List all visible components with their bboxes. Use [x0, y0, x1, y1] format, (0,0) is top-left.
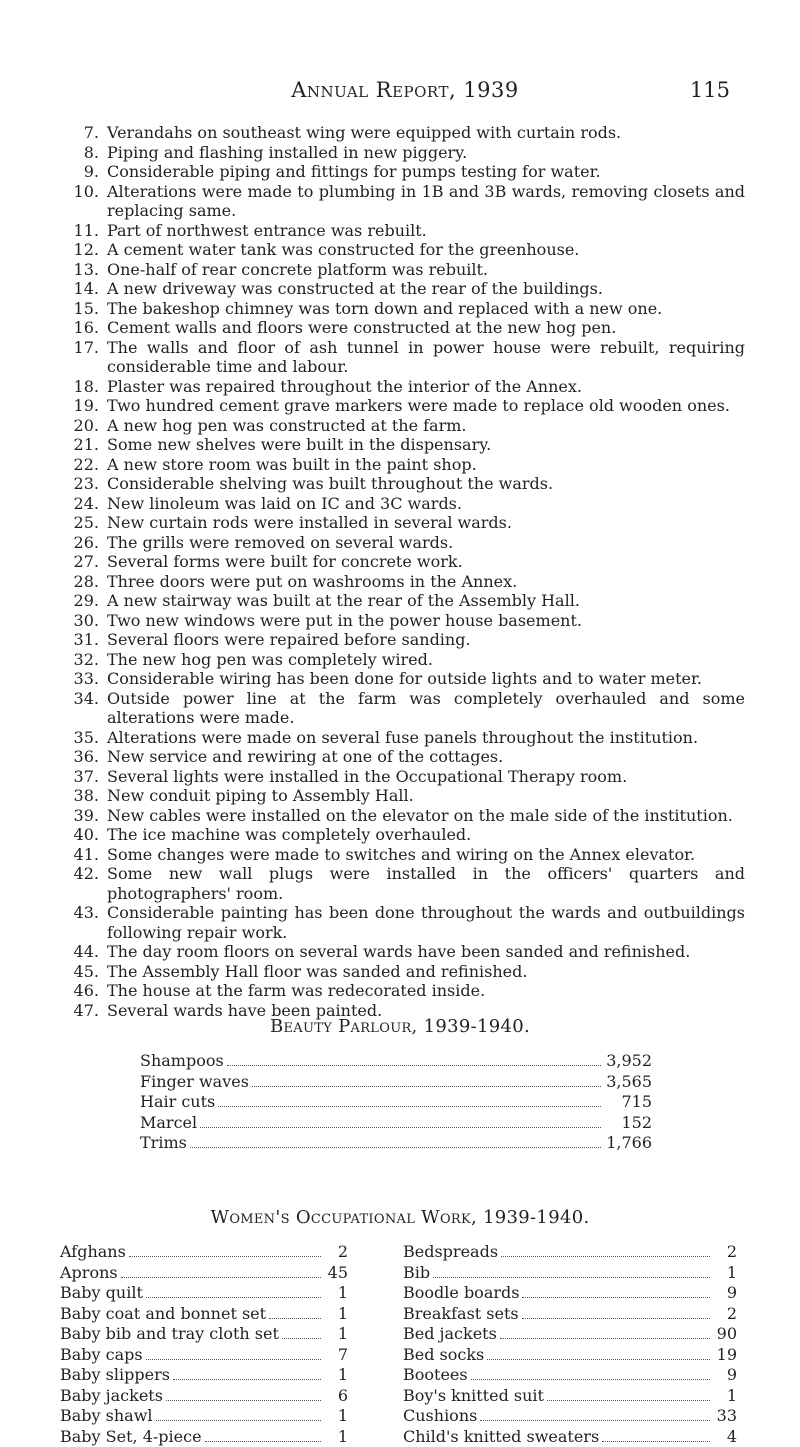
item-text: The bakeshop chimney was torn down and replaced with a new one.	[107, 299, 745, 319]
row-value: 1	[713, 1263, 737, 1284]
item-text: The day room floors on several wards have been sanded and refinished.	[107, 942, 745, 962]
work-item	[55, 162, 745, 182]
item-number: 47.	[55, 1001, 107, 1021]
table-row	[60, 1365, 348, 1386]
item-number: 9.	[55, 162, 107, 182]
table-row	[403, 1406, 737, 1427]
row-value: 4	[713, 1427, 737, 1447]
table-row	[60, 1427, 348, 1447]
row-value: 19	[713, 1345, 737, 1366]
table-row	[140, 1072, 652, 1093]
item-text: Considerable shelving was built throughout the wards.	[107, 474, 745, 494]
table-row	[140, 1051, 652, 1072]
row-value: 152	[604, 1113, 652, 1134]
dot-leader	[156, 1419, 321, 1421]
item-text: Some changes were made to switches and wiring on the Annex elevator.	[107, 845, 745, 865]
row-label: Bed socks	[403, 1345, 484, 1366]
work-item	[55, 474, 745, 494]
row-label: Bootees	[403, 1365, 468, 1386]
row-label: Bed jackets	[403, 1324, 497, 1345]
work-item	[55, 728, 745, 748]
row-label: Boodle boards	[403, 1283, 519, 1304]
item-text: The Assembly Hall floor was sanded and refinished.	[107, 962, 745, 982]
table-row	[60, 1406, 348, 1427]
row-label: Aprons	[60, 1263, 118, 1284]
work-item	[55, 903, 745, 942]
item-number: 8.	[55, 143, 107, 163]
work-item	[55, 747, 745, 767]
item-text: Three doors were put on washrooms in the Annex.	[107, 572, 745, 592]
row-value: 1	[324, 1283, 348, 1304]
dot-leader	[252, 1085, 601, 1087]
work-item	[55, 591, 745, 611]
dot-leader	[500, 1337, 710, 1339]
item-number: 19.	[55, 396, 107, 416]
dot-leader	[480, 1419, 710, 1421]
page-number: 115	[690, 78, 730, 102]
item-text: Alterations were made to plumbing in 1B and 3B wards, removing closets and replacing same.	[107, 182, 745, 221]
table-row	[140, 1113, 652, 1134]
item-text: A new store room was built in the paint shop.	[107, 455, 745, 475]
dot-leader	[146, 1358, 321, 1360]
item-text: Outside power line at the farm was completely overhauled and some alterations were made.	[107, 689, 745, 728]
row-value: 715	[604, 1092, 652, 1113]
row-value: 45	[324, 1263, 348, 1284]
work-item	[55, 143, 745, 163]
occupational-work-right-column	[403, 1242, 737, 1447]
row-label: Baby shawl	[60, 1406, 153, 1427]
dot-leader	[218, 1105, 601, 1107]
work-item	[55, 864, 745, 903]
table-row	[60, 1283, 348, 1304]
row-label: Baby quilt	[60, 1283, 143, 1304]
dot-leader	[471, 1378, 710, 1380]
work-item	[55, 377, 745, 397]
item-text: Piping and flashing installed in new piggery.	[107, 143, 745, 163]
dot-leader	[129, 1255, 321, 1257]
running-title: Annual Report, 1939	[80, 78, 730, 102]
table-row	[403, 1324, 737, 1345]
dot-leader	[602, 1440, 710, 1442]
dot-leader	[166, 1399, 321, 1401]
work-item	[55, 689, 745, 728]
item-text: Several floors were repaired before sanding.	[107, 630, 745, 650]
row-label: Baby slippers	[60, 1365, 170, 1386]
occupational-work-left-column	[60, 1242, 348, 1447]
dot-leader	[121, 1276, 321, 1278]
work-item	[55, 650, 745, 670]
dot-leader	[487, 1358, 710, 1360]
row-label: Afghans	[60, 1242, 126, 1263]
work-item	[55, 611, 745, 631]
row-label: Cushions	[403, 1406, 477, 1427]
table-row	[403, 1386, 737, 1407]
work-item	[55, 845, 745, 865]
table-row	[403, 1263, 737, 1284]
table-row	[403, 1283, 737, 1304]
work-item	[55, 123, 745, 143]
item-text: Plaster was repaired throughout the interior of the Annex.	[107, 377, 745, 397]
work-item	[55, 182, 745, 221]
row-label: Shampoos	[140, 1051, 224, 1072]
occupational-work-title: Women's Occupational Work, 1939-1940.	[0, 1207, 800, 1228]
row-label: Trims	[140, 1133, 187, 1154]
row-label: Baby jackets	[60, 1386, 163, 1407]
work-items-list	[55, 123, 745, 1020]
item-number: 41.	[55, 845, 107, 865]
table-row	[60, 1242, 348, 1263]
item-text: New cables were installed on the elevator on the male side of the institution.	[107, 806, 745, 826]
row-value: 1,766	[604, 1133, 652, 1154]
item-number: 16.	[55, 318, 107, 338]
row-value: 1	[324, 1427, 348, 1447]
work-item	[55, 435, 745, 455]
dot-leader	[146, 1296, 321, 1298]
dot-leader	[522, 1296, 710, 1298]
row-label: Bedspreads	[403, 1242, 498, 1263]
item-text: Two hundred cement grave markers were made to replace old wooden ones.	[107, 396, 745, 416]
item-text: A cement water tank was constructed for the greenhouse.	[107, 240, 745, 260]
row-label: Baby Set, 4-piece	[60, 1427, 202, 1447]
work-item	[55, 942, 745, 962]
item-text: Cement walls and floors were constructed at the new hog pen.	[107, 318, 745, 338]
item-number: 15.	[55, 299, 107, 319]
row-label: Bib	[403, 1263, 430, 1284]
work-item	[55, 981, 745, 1001]
dot-leader	[190, 1146, 601, 1148]
table-row	[60, 1263, 348, 1284]
item-text: The ice machine was completely overhauled.	[107, 825, 745, 845]
item-text: A new stairway was built at the rear of the Assembly Hall.	[107, 591, 745, 611]
item-number: 23.	[55, 474, 107, 494]
row-value: 9	[713, 1283, 737, 1304]
item-text: The new hog pen was completely wired.	[107, 650, 745, 670]
work-item	[55, 260, 745, 280]
item-number: 37.	[55, 767, 107, 787]
work-item	[55, 513, 745, 533]
work-item	[55, 669, 745, 689]
table-row	[140, 1133, 652, 1154]
item-text: Some new shelves were built in the dispensary.	[107, 435, 745, 455]
item-number: 29.	[55, 591, 107, 611]
table-row	[403, 1345, 737, 1366]
row-label: Boy's knitted suit	[403, 1386, 544, 1407]
dot-leader	[227, 1064, 601, 1066]
dot-leader	[269, 1317, 321, 1319]
row-label: Baby caps	[60, 1345, 143, 1366]
item-number: 18.	[55, 377, 107, 397]
table-row	[403, 1365, 737, 1386]
item-text: The house at the farm was redecorated inside.	[107, 981, 745, 1001]
work-item	[55, 552, 745, 572]
dot-leader	[547, 1399, 710, 1401]
page-header	[80, 78, 730, 108]
item-number: 33.	[55, 669, 107, 689]
row-label: Breakfast sets	[403, 1304, 519, 1325]
beauty-parlour-table	[140, 1051, 652, 1154]
row-value: 3,565	[604, 1072, 652, 1093]
item-number: 10.	[55, 182, 107, 221]
row-label: Marcel	[140, 1113, 197, 1134]
item-number: 46.	[55, 981, 107, 1001]
work-item	[55, 786, 745, 806]
row-value: 6	[324, 1386, 348, 1407]
dot-leader	[282, 1337, 321, 1339]
item-text: Considerable wiring has been done for outside lights and to water meter.	[107, 669, 745, 689]
item-number: 20.	[55, 416, 107, 436]
work-item	[55, 221, 745, 241]
item-text: Verandahs on southeast wing were equipped with curtain rods.	[107, 123, 745, 143]
row-value: 90	[713, 1324, 737, 1345]
table-row	[60, 1345, 348, 1366]
item-text: A new hog pen was constructed at the farm.	[107, 416, 745, 436]
item-number: 14.	[55, 279, 107, 299]
row-value: 2	[713, 1304, 737, 1325]
item-text: The grills were removed on several wards.	[107, 533, 745, 553]
item-number: 44.	[55, 942, 107, 962]
item-text: Several lights were installed in the Occupational Therapy room.	[107, 767, 745, 787]
item-number: 39.	[55, 806, 107, 826]
dot-leader	[522, 1317, 710, 1319]
table-row	[403, 1304, 737, 1325]
item-text: Considerable piping and fittings for pumps testing for water.	[107, 162, 745, 182]
item-text: New linoleum was laid on IC and 3C wards.	[107, 494, 745, 514]
row-value: 9	[713, 1365, 737, 1386]
work-item	[55, 533, 745, 553]
row-value: 2	[713, 1242, 737, 1263]
work-item	[55, 806, 745, 826]
item-number: 34.	[55, 689, 107, 728]
table-row	[60, 1386, 348, 1407]
work-item	[55, 240, 745, 260]
item-number: 30.	[55, 611, 107, 631]
item-number: 35.	[55, 728, 107, 748]
item-number: 25.	[55, 513, 107, 533]
table-row	[60, 1304, 348, 1325]
item-number: 40.	[55, 825, 107, 845]
item-number: 26.	[55, 533, 107, 553]
item-number: 36.	[55, 747, 107, 767]
item-number: 21.	[55, 435, 107, 455]
item-text: Some new wall plugs were installed in the officers' quarters and photographers' room.	[107, 864, 745, 903]
work-item	[55, 630, 745, 650]
work-item	[55, 396, 745, 416]
dot-leader	[200, 1126, 601, 1128]
work-item	[55, 455, 745, 475]
row-value: 2	[324, 1242, 348, 1263]
item-number: 22.	[55, 455, 107, 475]
work-item	[55, 825, 745, 845]
work-item	[55, 416, 745, 436]
item-number: 32.	[55, 650, 107, 670]
item-text: Two new windows were put in the power house basement.	[107, 611, 745, 631]
item-number: 31.	[55, 630, 107, 650]
item-text: Several forms were built for concrete work.	[107, 552, 745, 572]
item-number: 24.	[55, 494, 107, 514]
item-text: The walls and floor of ash tunnel in power house were rebuilt, requiring considerable time and labour.	[107, 338, 745, 377]
item-text: New curtain rods were installed in several wards.	[107, 513, 745, 533]
item-text: Part of northwest entrance was rebuilt.	[107, 221, 745, 241]
item-number: 27.	[55, 552, 107, 572]
item-text: A new driveway was constructed at the rear of the buildings.	[107, 279, 745, 299]
work-item	[55, 318, 745, 338]
table-row	[60, 1324, 348, 1345]
item-text: One-half of rear concrete platform was rebuilt.	[107, 260, 745, 280]
item-number: 13.	[55, 260, 107, 280]
item-number: 12.	[55, 240, 107, 260]
work-item	[55, 572, 745, 592]
work-item	[55, 338, 745, 377]
item-number: 7.	[55, 123, 107, 143]
row-value: 1	[324, 1365, 348, 1386]
work-item	[55, 767, 745, 787]
item-number: 45.	[55, 962, 107, 982]
row-label: Finger waves	[140, 1072, 249, 1093]
row-label: Baby bib and tray cloth set	[60, 1324, 279, 1345]
dot-leader	[501, 1255, 710, 1257]
item-number: 17.	[55, 338, 107, 377]
table-row	[140, 1092, 652, 1113]
item-number: 28.	[55, 572, 107, 592]
item-number: 11.	[55, 221, 107, 241]
item-number: 38.	[55, 786, 107, 806]
item-text: Alterations were made on several fuse panels throughout the institution.	[107, 728, 745, 748]
work-item	[55, 962, 745, 982]
row-value: 1	[324, 1406, 348, 1427]
item-number: 43.	[55, 903, 107, 942]
table-row	[403, 1427, 737, 1447]
item-text: New conduit piping to Assembly Hall.	[107, 786, 745, 806]
row-value: 1	[324, 1304, 348, 1325]
dot-leader	[433, 1276, 710, 1278]
row-label: Child's knitted sweaters	[403, 1427, 599, 1447]
row-value: 33	[713, 1406, 737, 1427]
row-value: 1	[713, 1386, 737, 1407]
row-value: 3,952	[604, 1051, 652, 1072]
row-value: 1	[324, 1324, 348, 1345]
item-text: Considerable painting has been done throughout the wards and outbuildings following repair work.	[107, 903, 745, 942]
row-value: 7	[324, 1345, 348, 1366]
item-number: 42.	[55, 864, 107, 903]
work-item	[55, 494, 745, 514]
table-row	[403, 1242, 737, 1263]
work-item	[55, 299, 745, 319]
beauty-parlour-title: Beauty Parlour, 1939-1940.	[0, 1016, 800, 1037]
item-text: Several wards have been painted.	[107, 1001, 745, 1021]
row-label: Baby coat and bonnet set	[60, 1304, 266, 1325]
item-text: New service and rewiring at one of the cottages.	[107, 747, 745, 767]
row-label: Hair cuts	[140, 1092, 215, 1113]
dot-leader	[173, 1378, 321, 1380]
dot-leader	[205, 1440, 321, 1442]
work-item	[55, 279, 745, 299]
